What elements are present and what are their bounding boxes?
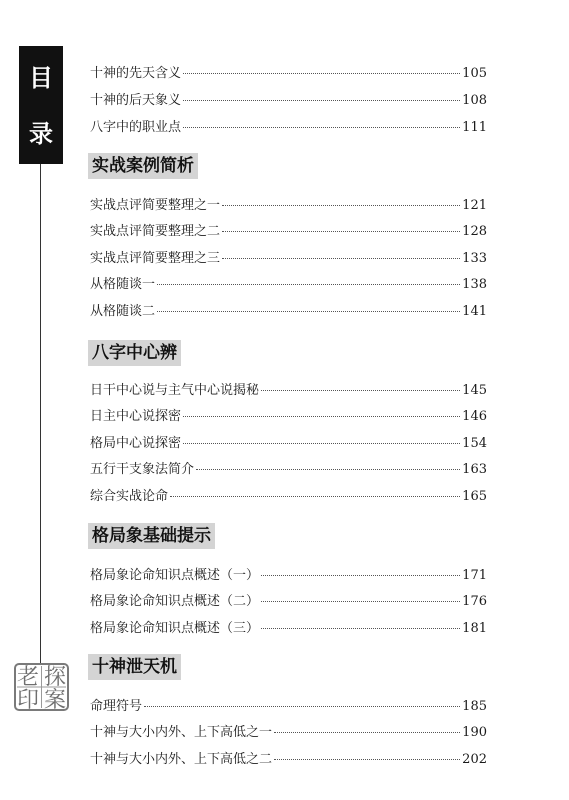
- toc-entry[interactable]: [90, 222, 487, 242]
- dot-leader: [261, 628, 460, 629]
- toc-entry[interactable]: [90, 275, 487, 295]
- toc-entry[interactable]: [90, 460, 487, 480]
- toc-entry[interactable]: [90, 64, 487, 84]
- section-heading: 实战案例简析: [88, 153, 198, 179]
- dot-leader: [144, 706, 460, 707]
- toc-entry-page: 128: [462, 224, 487, 239]
- seal-char: 案: [43, 688, 67, 711]
- dot-leader: [183, 416, 460, 417]
- toc-entry-title: 格局象论命知识点概述（三）: [90, 621, 260, 636]
- toc-entry[interactable]: [90, 592, 487, 612]
- toc-entry-page: 138: [462, 277, 487, 292]
- toc-entry-title: 日主中心说探密: [90, 409, 182, 424]
- toc-side-tab: [19, 46, 63, 164]
- dot-leader: [261, 601, 460, 602]
- seal-char: 老: [16, 665, 40, 690]
- toc-entry[interactable]: [90, 302, 487, 322]
- toc-entry[interactable]: [90, 91, 487, 111]
- section-heading: 十神泄天机: [88, 654, 181, 680]
- dot-leader: [222, 231, 460, 232]
- toc-entry-title: 日干中心说与主气中心说揭秘: [90, 383, 260, 398]
- dot-leader: [183, 100, 460, 101]
- dot-leader: [222, 258, 460, 259]
- toc-entry[interactable]: [90, 566, 487, 586]
- toc-entry-title: 十神与大小内外、上下高低之一: [90, 725, 273, 740]
- toc-entry[interactable]: [90, 249, 487, 269]
- seal-stamp-icon: [14, 663, 69, 711]
- toc-entry[interactable]: [90, 750, 487, 770]
- toc-entry-title: 五行干支象法简介: [90, 462, 195, 477]
- toc-entry[interactable]: [90, 407, 487, 427]
- toc-entry-page: 121: [462, 198, 487, 213]
- dot-leader: [261, 390, 460, 391]
- toc-entry-title: 实战点评简要整理之一: [90, 198, 221, 213]
- toc-entry[interactable]: [90, 697, 487, 717]
- toc-entry[interactable]: [90, 487, 487, 507]
- toc-entry-title: 从格随谈一: [90, 277, 156, 292]
- toc-entry-page: 108: [462, 93, 487, 108]
- toc-entry-title: 从格随谈二: [90, 304, 156, 319]
- toc-entry[interactable]: [90, 619, 487, 639]
- side-title-char: 录: [29, 120, 53, 148]
- toc-entry-page: 185: [462, 699, 487, 714]
- toc-entry[interactable]: [90, 381, 487, 401]
- section-heading: 八字中心辨: [88, 340, 181, 366]
- section-heading: 格局象基础提示: [88, 523, 215, 549]
- toc-entry[interactable]: [90, 118, 487, 138]
- toc-entry-page: 141: [462, 304, 487, 319]
- toc-entry-title: 十神与大小内外、上下高低之二: [90, 752, 273, 767]
- toc-entry-page: 163: [462, 462, 487, 477]
- toc-entry-page: 111: [462, 120, 487, 135]
- toc-entry-title: 格局中心说探密: [90, 436, 182, 451]
- dot-leader: [261, 575, 460, 576]
- toc-entry-title: 格局象论命知识点概述（一）: [90, 568, 260, 583]
- toc-entry-page: 176: [462, 594, 487, 609]
- toc-entry-page: 146: [462, 409, 487, 424]
- dot-leader: [183, 73, 460, 74]
- toc-entry-page: 133: [462, 251, 487, 266]
- toc-entry-page: 145: [462, 383, 487, 398]
- dot-leader: [183, 127, 460, 128]
- toc-entry[interactable]: [90, 723, 487, 743]
- toc-entry[interactable]: [90, 434, 487, 454]
- toc-entry-title: 综合实战论命: [90, 489, 169, 504]
- toc-entry-page: 105: [462, 66, 487, 81]
- dot-leader: [183, 443, 460, 444]
- dot-leader: [222, 205, 460, 206]
- toc-entry-title: 实战点评简要整理之二: [90, 224, 221, 239]
- dot-leader: [157, 311, 460, 312]
- dot-leader: [170, 496, 460, 497]
- toc-entry-page: 154: [462, 436, 487, 451]
- toc-entry-title: 格局象论命知识点概述（二）: [90, 594, 260, 609]
- toc-entry-title: 命理符号: [90, 699, 143, 714]
- side-divider-line: [40, 164, 41, 664]
- dot-leader: [196, 469, 460, 470]
- side-title-char: 目: [29, 64, 53, 92]
- toc-entry-page: 202: [462, 752, 487, 767]
- seal-char: 探: [43, 665, 67, 690]
- toc-entry-page: 181: [462, 621, 487, 636]
- toc-entry-title: 实战点评简要整理之三: [90, 251, 221, 266]
- toc-entry-title: 十神的后天象义: [90, 93, 182, 108]
- dot-leader: [157, 284, 460, 285]
- seal-char: 印: [16, 688, 40, 711]
- toc-entry-title: 八字中的职业点: [90, 120, 182, 135]
- toc-entry-title: 十神的先天含义: [90, 66, 182, 81]
- toc-entry-page: 190: [462, 725, 487, 740]
- dot-leader: [274, 759, 460, 760]
- toc-entry[interactable]: [90, 196, 487, 216]
- dot-leader: [274, 732, 460, 733]
- toc-entry-page: 171: [462, 568, 487, 583]
- toc-entry-page: 165: [462, 489, 487, 504]
